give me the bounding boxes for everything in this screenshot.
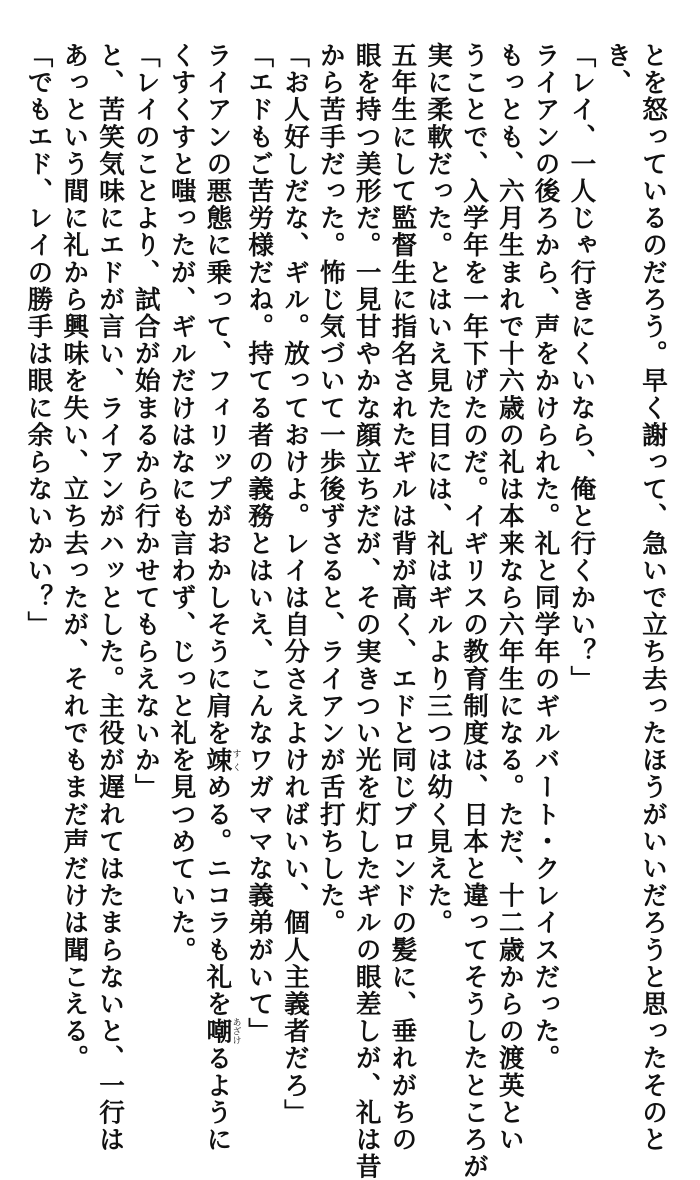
text-segment: める。ニコラも礼を	[202, 773, 233, 1018]
text-line: うことで、入学年を一年下げたのだ。イギリスの教育制度は、日本と違ってそうしたところが	[459, 42, 490, 1180]
ruby-reading: すく	[230, 746, 241, 774]
text-line: もっとも、六月生まれで十六歳の礼は本来なら六年生になる。ただ、十二歳からの渡英とい	[494, 42, 525, 1154]
text-line-with-ruby	[199, 42, 241, 1154]
text-segment: ライアンの悪態に乗って、フィリップがおかしそうに肩を	[202, 42, 233, 747]
text-line: と、苦笑気味にエドが言い、ライアンがハッとした。主役が遅れてはたまらないと、一行は	[95, 42, 126, 1154]
text-segment: るように	[202, 1044, 233, 1154]
text-line: くすくすと嗤ったが、ギルだけはなにも言わず、じっと礼を見つめていた。	[166, 42, 197, 964]
dialogue-line: 「エドもご苦労様だね。持てる者の義務とはいえ、こんなワガママな義弟がいて」	[244, 42, 275, 1045]
text-line: ライアンの後ろから、声をかけられた。礼と同学年のギルバート・クレイスだった。	[530, 42, 561, 1072]
dialogue-line: 「レイのことより、試合が始まるから行かせてもらえないか」	[130, 42, 161, 801]
ruby-reading: あざけ	[230, 1017, 241, 1045]
text-line: とを怒っているのだろう。早く謝って、急いで立ち去ったほうがいいだろうと思ったそのと	[638, 42, 668, 1154]
text-line: 五年生にして監督生に指名されたギルは背が高く、エドと同じブロンドの髪に、垂れがちの	[387, 42, 418, 1154]
dialogue-line: 「レイ、一人じゃ行きにくいなら、俺と行くかい？」	[566, 42, 597, 693]
dialogue-line: 「お人好しだな、ギル。放っておけよ。レイは自分さえよければいい、個人主義者だろ」	[280, 42, 311, 1126]
text-line: 実に柔軟だった。とはいえ見た目には、礼はギルより三つは幼く見えた。	[423, 42, 454, 937]
vertical-text-body	[20, 42, 670, 1180]
ruby-base: 竦	[202, 746, 233, 774]
ruby-sukumeru	[202, 746, 241, 774]
text-line: あっという間に礼から興味を失い、立ち去ったが、それでもまだ声だけは聞こえる。	[59, 42, 90, 1072]
dialogue-line: 「でもエド、レイの勝手は眼に余らないかい？」	[23, 42, 54, 639]
text-line: から苦手だった。怖じ気づいて一歩後ずさると、ライアンが舌打ちした。	[315, 42, 346, 937]
ruby-base: 嘲	[202, 1017, 233, 1045]
text-line: 眼を持つ美形だ。一見甘やかな顔立ちだが、その実きつい光を灯したギルの眼差しが、礼は昔	[351, 42, 382, 1180]
ruby-azakeru	[202, 1017, 241, 1045]
text-line: き、	[602, 42, 633, 97]
